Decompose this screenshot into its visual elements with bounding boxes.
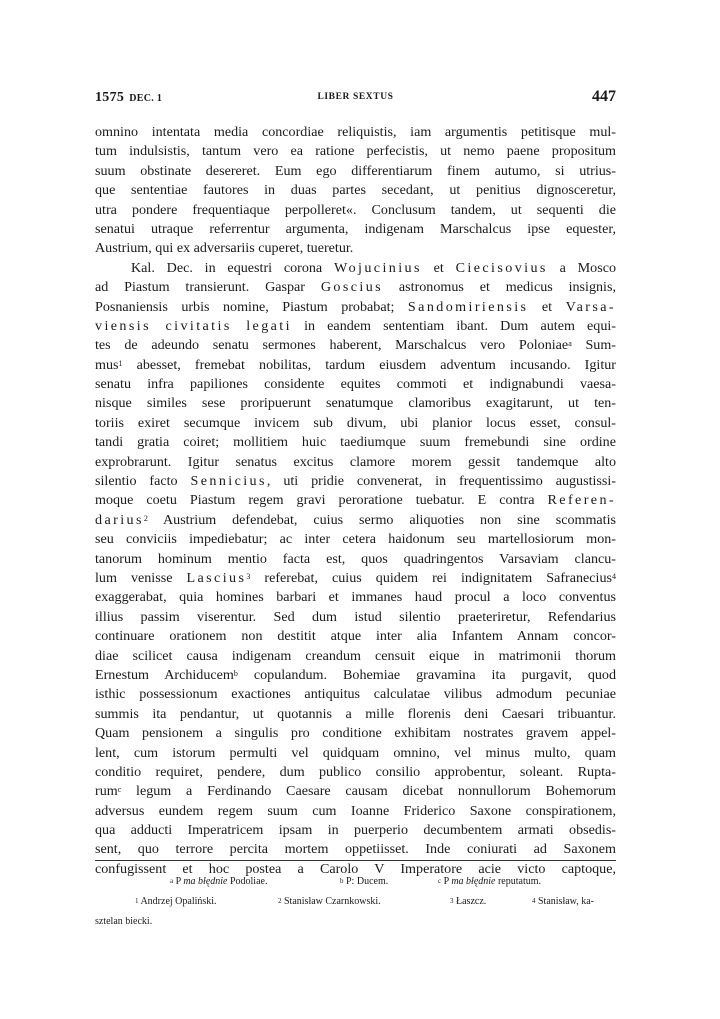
text-line: silentio facto Sennicius, uti pridie convenerat, in frequentissimo augustissi- xyxy=(95,473,616,490)
spaced-name: Ciecisovius xyxy=(455,259,548,276)
text-line: tes de adeundo senatu sermones haberent, Marschalcus vero Poloniae$^a$ Sum- xyxy=(95,337,616,354)
text-line: tum indulsistis, tantum vero ea ratione perfecistis, ut nemo paene propositum xyxy=(95,143,616,160)
footnote-1: $^1$ Andrzej Opaliński. xyxy=(135,896,217,907)
text-line: seu conviciis impediebatur; ac inter cetera haidonum seu martellosiorum mon- xyxy=(95,531,616,548)
text-line: toriis exiret secumque invicem sub divum, ubi planior locus esset, consul- xyxy=(95,414,616,431)
text-line: nisque similes sese proripuerunt senatumque clamoribus exagitarunt, ut ten- xyxy=(95,395,616,412)
text-line: diae scilicet causa indigenam creandum censuit eique in matrimonii thorum xyxy=(95,647,616,664)
spaced-name: darius xyxy=(95,511,144,528)
text-line: Kal. Dec. in equestri corona Wojucinius et Ciecisovius a Mosco xyxy=(131,259,617,276)
footnotes xyxy=(95,872,616,932)
header-year: 1575 xyxy=(95,90,125,105)
text-line: lum venisse Lascius$^3$ referebat, cuius quidem rei indignitatem Safranecius$^4$ xyxy=(95,569,616,586)
spaced-name: viensis civitatis legati xyxy=(95,317,292,334)
footnote-c: $^c$ P ma błędnie reputatum. xyxy=(438,876,542,887)
text-line: Ernestum Archiducem$^b$ copulandum. Bohemiae gravamina ita purgavit, quod xyxy=(95,666,617,683)
spaced-name: Sandomiriensis xyxy=(407,298,529,315)
text-line: qua adducti Imperatricem ipsam in puerperio decumbentem armati obsedis- xyxy=(95,822,616,839)
text-line: que sententiae fautores in duas partes secedant, ut penitius dignosceretur, xyxy=(95,182,616,199)
footnote-ref: 2 xyxy=(143,513,148,523)
footnote-ref: c xyxy=(117,785,122,795)
spaced-name: Referen- xyxy=(547,492,616,509)
page-number: 447 xyxy=(592,88,616,105)
text-line: isthic possessionum exactiones antiquitus calculatae vilibus admodum pecuniae xyxy=(95,686,616,703)
spaced-name: Varsa- xyxy=(565,298,616,315)
text-line: adversus eundem regem suum cum Ioanne Friderico Saxone conspirationem, xyxy=(95,802,616,819)
text-line: confugissent et hoc postea a Carolo V Imperatore acie victo captoque, xyxy=(95,860,616,877)
text-line: summis ita pendantur, ut quotannis a mille florenis deni Caesari tribuantur. xyxy=(95,705,616,722)
footnote-3: $^3$ Łaszcz. xyxy=(450,896,487,907)
text-line: viensis civitatis legati in eandem sententiam ibant. Dum autem equi- xyxy=(95,317,616,334)
spaced-name: Wojucinius xyxy=(334,259,422,276)
footnote-divider xyxy=(95,860,616,861)
main-text xyxy=(95,123,616,879)
text-line: exprobrarunt. Igitur senatus excitus clamore morem gessit tandemque alto xyxy=(95,453,616,470)
text-line: Posnaniensis urbis nomine, Piastum probabat; Sandomiriensis et Varsa- xyxy=(95,298,616,315)
text-line: tandi gratia coiret; mollitiem huic taediumque suum fremebundi sine ordine xyxy=(95,434,616,451)
footnote-row-notes xyxy=(95,892,616,912)
footnote-ref: 3 xyxy=(246,571,251,581)
text-line: tanorum hominum mentio facta est, quos quadringentos Varsaviam clancu- xyxy=(95,550,616,567)
text-line: senatu infra papiliones considente equites commoti et indignabundi vaesa- xyxy=(95,376,616,393)
header-date: DEC. 1 xyxy=(129,93,163,104)
footnote-b: $^b$ P: Ducem. xyxy=(340,876,389,887)
text-line: illius passim viserentur. Sed dum istud silentio praeteriretur, Refendarius xyxy=(95,608,616,625)
running-header xyxy=(95,88,616,112)
text-line: Austrium, qui ex adversariis cuperet, tueretur. xyxy=(95,240,354,257)
text-line: suum obstinate desereret. Eum ego differentiarum finem autumo, si utrius- xyxy=(95,162,616,179)
text-line: omnino intentata media concordiae reliquistis, iam argumentis petitisque mul- xyxy=(95,124,616,140)
text-line: rum$^c$ legum a Ferdinando Caesare causam dicebat nonnullorum Bohemorum xyxy=(95,783,616,800)
text-line: mus$^1$ abesset, fremebat nobilitas, tardum eiusdem adventum incusando. Igitur xyxy=(95,356,616,373)
spaced-name: Lascius xyxy=(186,569,247,586)
text-line: utra pondere frequentiaque perpolleret«. Conclusum tandem, ut sequenti die xyxy=(95,201,616,218)
footnote-ref: b xyxy=(233,668,238,678)
footnote-2: $^2$ Stanisław Czarnkowski. xyxy=(278,896,381,907)
text-line: darius$^2$ Austrium defendebat, cuius sermo aliquoties non sine scommatis xyxy=(95,511,616,528)
text-line: lent, cum istorum permulti vel quidquam omnino, vel minus multo, quam xyxy=(95,744,616,761)
footnote-ref: 1 xyxy=(118,358,123,368)
text-line: continuare orationem non destitit atque inter alia Infantem Annam concor- xyxy=(95,628,616,645)
footnote-4-continued: sztelan biecki. xyxy=(95,916,153,927)
footnote-4: $^4$ Stanisław, ka- xyxy=(532,896,595,907)
text-line: ad Piastum transierunt. Gaspar Goscius astronomus et medicus insignis, xyxy=(95,279,616,296)
footnote-row-continued xyxy=(95,912,616,932)
footnote-row-variants xyxy=(95,872,616,892)
text-line: moque coetu Piastum regem gravi peroratione tuebatur. E contra Referen- xyxy=(95,492,616,509)
spaced-name: Sennicius xyxy=(190,473,267,490)
spaced-name: Goscius xyxy=(320,279,384,296)
text-line: Quam pensionem a singulis pro conditione exhibitam nostrates gravem appel- xyxy=(95,725,616,742)
footnote-a: $^a$ P ma błędnie Podoliae. xyxy=(170,876,268,887)
text-line: sent, quo terrore percita mortem oppetiisset. Inde coniurati ad Saxonem xyxy=(95,841,616,858)
text-line: conditio requiret, pendere, dum publico consilio approbentur, soleant. Rupta- xyxy=(95,763,616,780)
header-book-title: LIBER SEXTUS xyxy=(317,92,394,102)
text-line: senatui utraque referrentur argumenta, indigenam Marschalcus ipse equester, xyxy=(95,220,616,237)
footnote-ref: 4 xyxy=(612,571,616,581)
text-line: exaggerabat, quia homines barbari et immanes haud procul a loco conventus xyxy=(95,589,616,606)
footnote-ref: a xyxy=(568,339,572,349)
